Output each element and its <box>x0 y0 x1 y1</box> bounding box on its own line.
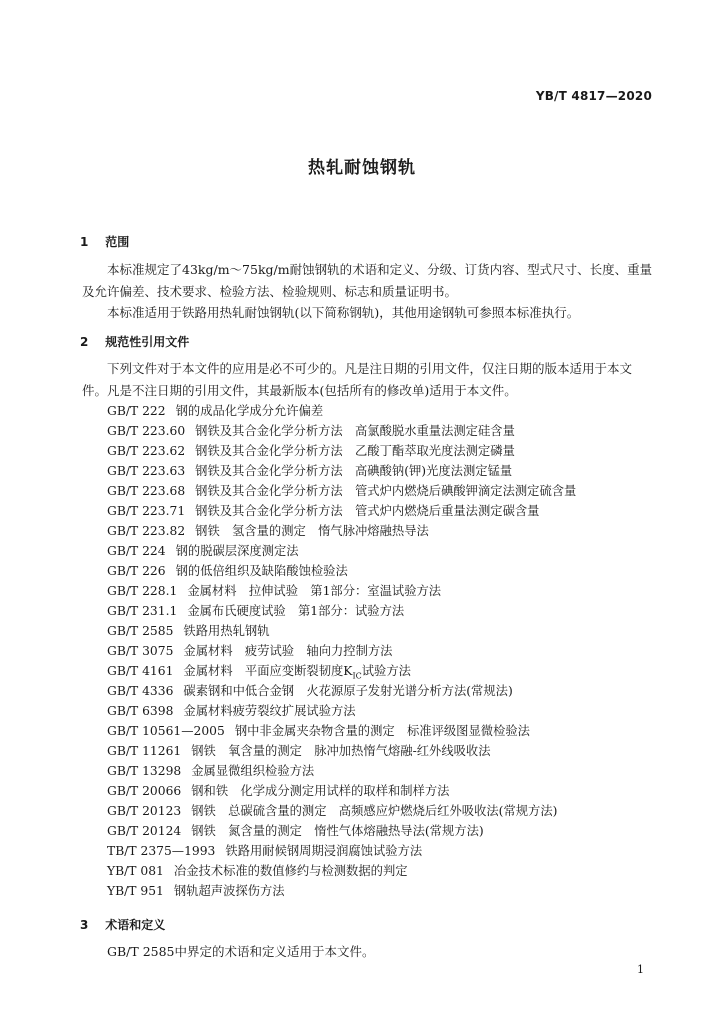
reference-title: 金属布氏硬度试验 第1部分：试验方法 <box>187 604 405 618</box>
reference-code: GB/T 226 <box>107 564 166 578</box>
reference-code: TB/T 2375—1993 <box>107 844 216 858</box>
reference-code: GB/T 223.68 <box>107 484 186 498</box>
paragraph: 本标准规定了43kg/m～75kg/m耐蚀钢轨的术语和定义、分级、订货内容、型式尺寸、长度、重量及允许偏差、技术要求、检验方法、检验规则、标志和质量证明书。 <box>82 262 653 299</box>
reference-item <box>107 641 576 661</box>
reference-title: 金属材料 拉伸试验 第1部分：室温试验方法 <box>187 584 442 598</box>
reference-item <box>107 681 576 701</box>
paragraph: GB/T 2585中界定的术语和定义适用于本文件。 <box>107 944 375 959</box>
reference-title-subscript: IC <box>352 671 362 681</box>
reference-title: 钢和铁 化学成分测定用试样的取样和制样方法 <box>191 784 450 798</box>
paragraph: 下列文件对于本文件的应用是必不可少的。凡是注日期的引用文件，仅注日期的版本适用于本文件。凡是不注日期的引用文件，其最新版本(包括所有的修改单)适用于本文件。 <box>82 361 633 398</box>
paragraph: 本标准适用于铁路用热轧耐蚀钢轨(以下简称钢轨)，其他用途钢轨可参照本标准执行。 <box>107 305 580 320</box>
section-number: 3 <box>80 918 89 932</box>
section-title: 规范性引用文件 <box>105 335 190 349</box>
terms-text <box>82 941 654 963</box>
standard-number: YB/T 4817—2020 <box>535 89 652 103</box>
reference-code: GB/T 4336 <box>107 684 174 698</box>
reference-code: GB/T 10561—2005 <box>107 724 225 738</box>
reference-item <box>107 401 576 421</box>
reference-title: 钢铁 总碳硫含量的测定 高频感应炉燃烧后红外吸收法(常规方法) <box>191 804 558 818</box>
reference-item <box>107 621 576 641</box>
reference-title: 钢铁及其合金化学分析方法 高碘酸钠(钾)光度法测定锰量 <box>195 464 513 478</box>
reference-item <box>107 461 576 481</box>
reference-title: 钢铁及其合金化学分析方法 管式炉内燃烧后碘酸钾滴定法测定硫含量 <box>195 484 577 498</box>
reference-item <box>107 701 576 721</box>
reference-item <box>107 801 576 821</box>
reference-item <box>107 861 576 881</box>
section-heading-normative-references <box>80 333 189 350</box>
section-number: 2 <box>80 335 89 349</box>
reference-item <box>107 581 576 601</box>
references-intro-text <box>82 358 654 401</box>
section-heading-scope <box>80 233 129 250</box>
reference-item <box>107 601 576 621</box>
reference-code: GB/T 13298 <box>107 764 182 778</box>
reference-item <box>107 781 576 801</box>
reference-code: GB/T 20123 <box>107 804 182 818</box>
reference-code: GB/T 223.71 <box>107 504 186 518</box>
reference-item <box>107 841 576 861</box>
reference-title: 钢铁 氧含量的测定 脉冲加热惰气熔融-红外线吸收法 <box>191 744 491 758</box>
reference-title: 金属材料疲劳裂纹扩展试验方法 <box>183 704 356 718</box>
reference-title: 铁路用热轧钢轨 <box>183 624 270 638</box>
section-heading-terms <box>80 916 165 933</box>
reference-title-suffix: 试验方法 <box>361 664 411 678</box>
section-number: 1 <box>80 235 89 249</box>
reference-code: GB/T 11261 <box>107 744 182 758</box>
reference-title: 碳素钢和中低合金钢 火花源原子发射光谱分析方法(常规法) <box>183 684 513 698</box>
page-number: 1 <box>637 963 644 976</box>
reference-title: 钢中非金属夹杂物含量的测定 标准评级图显微检验法 <box>234 724 530 738</box>
reference-item <box>107 821 576 841</box>
reference-item <box>107 761 576 781</box>
scope-text <box>82 259 654 324</box>
reference-title: 钢铁及其合金化学分析方法 乙酸丁酯萃取光度法测定磷量 <box>195 444 515 458</box>
reference-title: 金属材料 平面应变断裂韧度K <box>183 664 353 678</box>
reference-item <box>107 721 576 741</box>
document-title: 热轧耐蚀钢轨 <box>308 158 416 178</box>
reference-code: GB/T 6398 <box>107 704 174 718</box>
reference-title: 钢铁 氢含量的测定 惰气脉冲熔融热导法 <box>195 524 429 538</box>
reference-title: 钢铁及其合金化学分析方法 管式炉内燃烧后重量法测定碳含量 <box>195 504 540 518</box>
reference-code: GB/T 223.60 <box>107 424 186 438</box>
reference-code: GB/T 2585 <box>107 624 174 638</box>
reference-list <box>107 401 576 901</box>
reference-code: GB/T 228.1 <box>107 584 178 598</box>
reference-title: 冶金技术标准的数值修约与检测数据的判定 <box>173 864 408 878</box>
reference-item <box>107 881 576 901</box>
reference-title: 铁路用耐候钢周期浸润腐蚀试验方法 <box>225 844 423 858</box>
reference-code: GB/T 223.82 <box>107 524 186 538</box>
reference-item <box>107 541 576 561</box>
reference-item <box>107 441 576 461</box>
reference-item <box>107 561 576 581</box>
reference-title: 钢的低倍组织及缺陷酸蚀检验法 <box>175 564 348 578</box>
reference-code: GB/T 20124 <box>107 824 182 838</box>
reference-title: 钢铁及其合金化学分析方法 高氯酸脱水重量法测定硅含量 <box>195 424 515 438</box>
reference-title: 金属显微组织检验方法 <box>191 764 315 778</box>
section-title: 术语和定义 <box>105 918 166 932</box>
reference-code: GB/T 223.63 <box>107 464 186 478</box>
reference-title: 钢铁 氮含量的测定 惰性气体熔融热导法(常规方法) <box>191 824 484 838</box>
reference-code: GB/T 231.1 <box>107 604 178 618</box>
reference-title: 金属材料 疲劳试验 轴向力控制方法 <box>183 644 393 658</box>
reference-code: GB/T 222 <box>107 404 166 418</box>
reference-item <box>107 421 576 441</box>
reference-code: GB/T 4161 <box>107 664 174 678</box>
reference-title: 钢的脱碳层深度测定法 <box>175 544 299 558</box>
reference-item <box>107 481 576 501</box>
reference-title: 钢的成品化学成分允许偏差 <box>175 404 324 418</box>
reference-code: GB/T 3075 <box>107 644 174 658</box>
reference-code: GB/T 20066 <box>107 784 182 798</box>
reference-item <box>107 521 576 541</box>
reference-code: GB/T 223.62 <box>107 444 186 458</box>
section-title: 范围 <box>105 235 130 249</box>
reference-item <box>107 501 576 521</box>
reference-code: YB/T 081 <box>107 864 164 878</box>
reference-item <box>107 741 576 761</box>
reference-code: GB/T 224 <box>107 544 166 558</box>
reference-item <box>107 661 576 681</box>
reference-code: YB/T 951 <box>107 884 164 898</box>
reference-title: 钢轨超声波探伤方法 <box>173 884 285 898</box>
